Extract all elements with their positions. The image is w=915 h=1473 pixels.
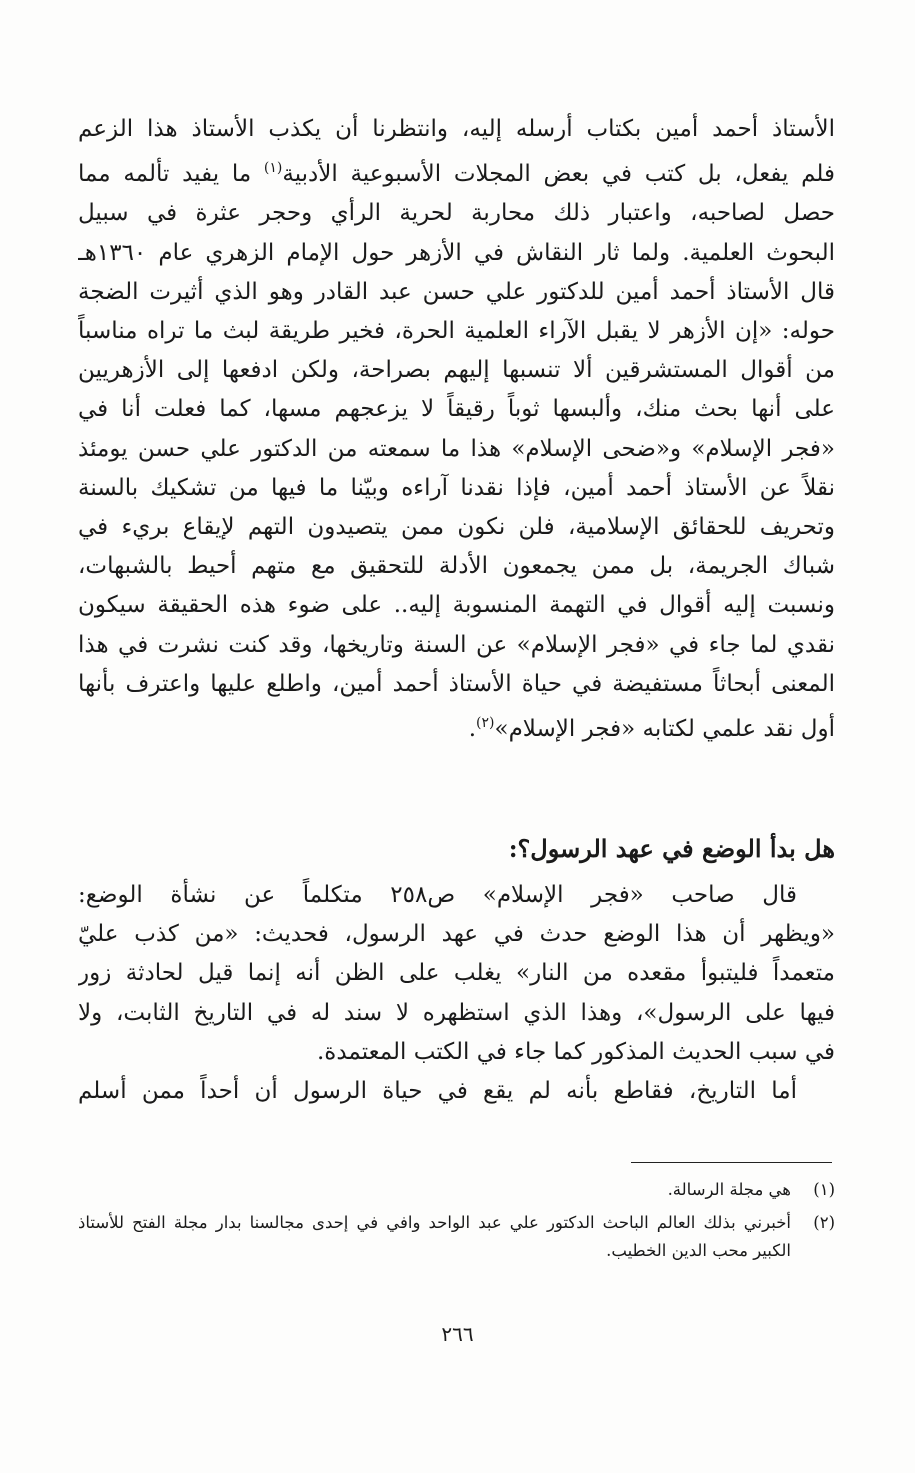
text-line: أما التاريخ، فقاطع بأنه لم يقع في حياة الرسول أن أحداً ممن أسلم [78, 1078, 797, 1104]
text-line: البحوث العلمية. ولما ثار النقاش في الأزهر حول الإمام الزهري عام ١٣٦٠هـ [78, 239, 835, 266]
text-line [78, 149, 835, 194]
text-line: قال الأستاذ أحمد أمين للدكتور علي حسن عبد القادر وهو الذي أثيرت الضجة [78, 278, 835, 305]
text-line: «فجر الإسلام» و«ضحى الإسلام» هذا ما سمعته من الدكتور علي حسن يومئذ [78, 435, 835, 462]
text-line: متعمداً فليتبوأ مقعده من النار» يغلب على الظن أنه إنما قيل لحادثة زور [78, 960, 835, 987]
text-line [78, 704, 835, 749]
text-segment: فلم يفعل، بل كتب في بعض المجلات الأسبوعية الأدبية [282, 161, 835, 188]
footnote-text: هي مجلة الرسالة. [667, 1180, 791, 1199]
text-line: من أقوال المستشرقين ألا تنسبها إليهم بصراحة، ولكن ادفعها إلى الأزهريين [78, 357, 835, 384]
text-line: على أنها بحث منك، وألبسها ثوباً رقيقاً لا يزعجهم مسها، كما فعلت أنا في [78, 396, 835, 423]
text-line: حصل لصاحبه، واعتبار ذلك محاربة لحرية الرأي وحجر عثرة في سبيل [78, 200, 835, 227]
footnote-number: (١) [813, 1180, 835, 1199]
footnote-2 [78, 1209, 835, 1265]
paragraph-2 [78, 876, 835, 1072]
section-paragraph-2 [78, 1072, 835, 1111]
text-line: نقدي لما جاء في «فجر الإسلام» عن السنة وتاريخها، وقد كنت نشرت في هذا [78, 631, 835, 658]
text-line: فيها على الرسول»، وهذا الذي استظهره لا سند له في التاريخ الثابت، ولا [78, 999, 835, 1026]
text-line: المعنى أبحاثاً مستفيضة في حياة الأستاذ أحمد أمين، واطلع عليها واعترف بأنها [78, 670, 835, 697]
text-segment: . [468, 716, 477, 743]
text-line: في سبب الحديث المذكور كما جاء في الكتب المعتمدة. [316, 1038, 835, 1065]
main-paragraph [78, 110, 835, 749]
text-line: «ويظهر أن هذا الوضع حدث في عهد الرسول، فحديث: «من كذب عليّ [78, 921, 835, 948]
text-segment: ما يفيد تألمه مما [78, 161, 252, 188]
footnote-ref-1: (١) [263, 160, 283, 177]
text-line: ونسبت إليه أقوال في التهمة المنسوبة إليه.. على ضوء هذه الحقيقة سيكون [78, 592, 835, 619]
page-number: ٢٦٦ [441, 1322, 474, 1346]
text-line: قال صاحب «فجر الإسلام» ص٢٥٨ متكلماً عن نشأة الوضع: [78, 882, 797, 908]
text-line: نقلاً عن الأستاذ أحمد أمين، فإذا نقدنا آراءه وبيّنا ما فيها من تشكيك بالسنة [78, 474, 835, 501]
text-line: وتحريف للحقائق الإسلامية، فلن نكون ممن يتصيدون التهم لإيقاع بريء في [78, 514, 835, 541]
footnote-1 [78, 1176, 835, 1204]
text-line: الأستاذ أحمد أمين بكتاب أرسله إليه، وانتظرنا أن يكذب الأستاذ هذا الزعم [78, 116, 835, 142]
paragraph-3 [78, 1072, 835, 1111]
section-heading: هل بدأ الوضع في عهد الرسول؟: [508, 834, 835, 863]
text-line: شباك الجريمة، بل ممن يجمعون الأدلة للتحقيق مع متهم أحيط بالشبهات، [78, 553, 835, 580]
footnotes [78, 1176, 835, 1270]
text-segment: أول نقد علمي لكتابه «فجر الإسلام» [494, 716, 835, 743]
text-line: حوله: «إن الأزهر لا يقبل الآراء العلمية الحرة، فخير طريقة لبث ما تراه مناسباً [78, 318, 835, 345]
footnote-text: أخبرني بذلك العالم الباحث الدكتور علي عبد الواحد وافي في إحدى مجالسنا بدار مجلة الفتح للأستاذ الكبير محب الدين الخطيب. [78, 1213, 791, 1260]
footnote-separator [631, 1162, 832, 1163]
footnote-number: (٢) [813, 1213, 835, 1232]
footnote-ref-2: (٢) [476, 715, 495, 732]
section-paragraph-1 [78, 876, 835, 1072]
paragraph-1 [78, 110, 835, 749]
